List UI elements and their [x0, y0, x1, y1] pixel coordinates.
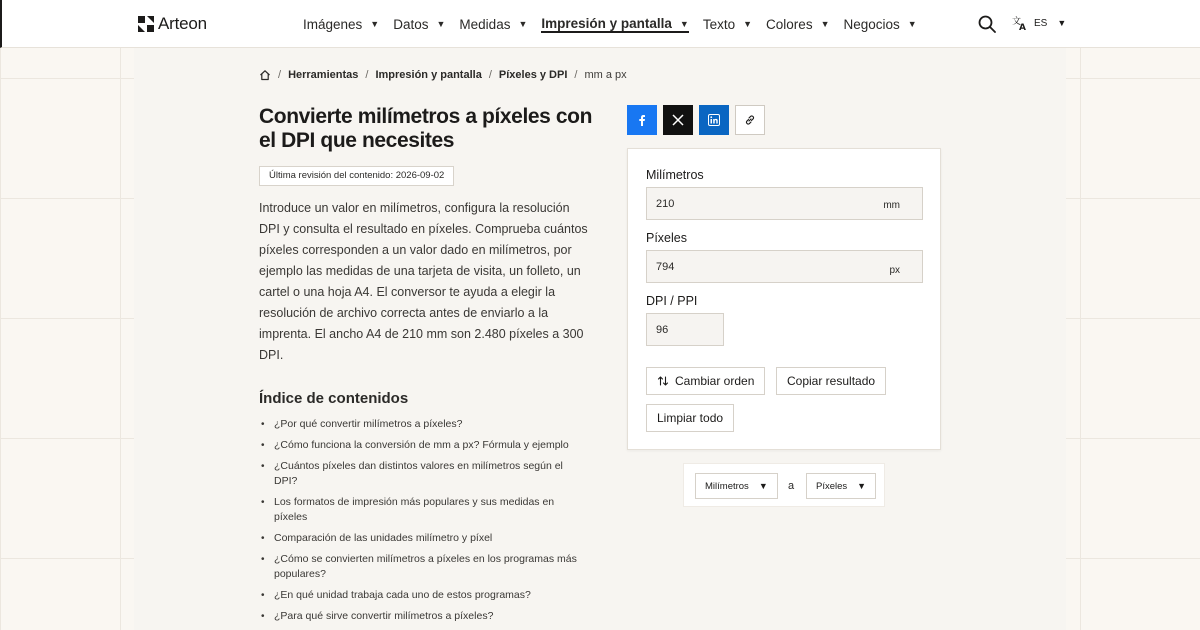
- nav-item-5[interactable]: [766, 16, 829, 33]
- px-input[interactable]: [646, 250, 923, 283]
- chevron-down-icon: ▼: [436, 19, 446, 29]
- copy-result-button[interactable]: [776, 367, 886, 395]
- toc-item[interactable]: • ¿Para qué sirve convertir milímetros a píxeles?: [259, 609, 589, 624]
- nav-item-label: Negocios: [843, 16, 900, 32]
- breadcrumb-item[interactable]: Impresión y pantalla: [375, 69, 482, 81]
- copy-result-label: Copiar resultado: [787, 374, 876, 388]
- intro-paragraph: Introduce un valor en milímetros, configura la resolución DPI y consulta el resultado en píxeles. Comprueba cuántos píxeles corresponden a un valor dado en milímetros, por ejemplo las medidas de una tarjeta de visita, un folleto, un cartel o una hoja A4. El conversor te ayuda a elegir la resolución de archivo correcta antes de enviarlo a la imprenta. El ancho A4 de 210 mm son 2.480 píxeles a 300 DPI.: [259, 201, 588, 362]
- share-facebook-button[interactable]: [627, 105, 657, 135]
- share-buttons: [627, 105, 765, 135]
- breadcrumb-separator: /: [365, 69, 369, 81]
- mm-value: 210: [656, 198, 675, 210]
- dpi-value: 96: [656, 324, 669, 336]
- clear-all-button[interactable]: [646, 404, 734, 432]
- toc-item[interactable]: • Comparación de las unidades milímetro y píxel: [259, 531, 589, 546]
- from-unit-select[interactable]: [695, 473, 778, 499]
- to-unit-select[interactable]: [806, 473, 876, 499]
- swap-icon: [657, 375, 669, 387]
- nav-item-1[interactable]: [393, 16, 445, 33]
- nav-item-0[interactable]: [303, 16, 379, 33]
- nav-item-label: Texto: [702, 16, 736, 32]
- from-unit-label: Milímetros: [705, 480, 749, 492]
- language-selector[interactable]: [1012, 15, 1066, 31]
- top-navbar: [0, 0, 1200, 48]
- chevron-down-icon: ▼: [679, 18, 689, 29]
- linkedin-icon: [708, 114, 720, 126]
- copy-link-button[interactable]: [735, 105, 765, 135]
- chevron-down-icon: ▼: [820, 19, 830, 29]
- nav-item-label: Colores: [766, 16, 813, 32]
- px-value: 794: [656, 261, 675, 273]
- mm-label: Milímetros: [646, 168, 704, 182]
- chevron-down-icon: ▼: [518, 19, 528, 29]
- px-unit: px: [889, 265, 900, 276]
- breadcrumb-item[interactable]: Píxeles y DPI: [498, 69, 568, 81]
- toc-item[interactable]: • Los formatos de impresión más populares y sus medidas en píxeles: [259, 495, 589, 525]
- breadcrumb-separator: /: [488, 69, 492, 81]
- logo[interactable]: [138, 14, 207, 34]
- share-linkedin-button[interactable]: [699, 105, 729, 135]
- page-title: Convierte milímetros a píxeles con el DPI que necesites: [259, 105, 593, 152]
- nav-item-label: Datos: [393, 16, 429, 32]
- logo-text: Arteon: [158, 14, 207, 33]
- table-of-contents: [259, 417, 589, 630]
- swap-button-label: Cambiar orden: [675, 374, 755, 388]
- breadcrumb-item[interactable]: Herramientas: [288, 69, 359, 81]
- dpi-input[interactable]: [646, 313, 724, 346]
- svg-text:文: 文: [1012, 17, 1022, 27]
- dpi-label: DPI / PPI: [646, 294, 698, 308]
- nav-item-label: Imágenes: [303, 16, 363, 32]
- x-icon: [672, 114, 684, 126]
- chevron-down-icon: ▼: [1057, 18, 1067, 28]
- nav-item-label: Medidas: [459, 16, 511, 32]
- nav-item-3[interactable]: [541, 16, 688, 33]
- chevron-down-icon: ▼: [743, 19, 753, 29]
- breadcrumb-separator: /: [278, 69, 282, 81]
- toc-item[interactable]: • ¿Por qué convertir milímetros a píxeles?: [259, 417, 589, 432]
- toc-item[interactable]: • ¿Cómo se convierten milímetros a píxeles en los programas más populares?: [259, 552, 589, 582]
- logo-icon: [138, 16, 154, 32]
- facebook-icon: [636, 114, 648, 126]
- breadcrumb-separator: /: [574, 69, 578, 81]
- mm-input[interactable]: [646, 187, 923, 220]
- chevron-down-icon: ▼: [907, 19, 917, 29]
- nav-item-6[interactable]: [844, 16, 917, 33]
- unit-connector: a: [788, 480, 795, 492]
- main-nav: [303, 16, 931, 33]
- link-icon: [744, 114, 756, 126]
- nav-item-label: Impresión y pantalla: [541, 16, 672, 31]
- chevron-down-icon: ▼: [758, 481, 768, 491]
- toc-item[interactable]: • ¿Cómo funciona la conversión de mm a px? Fórmula y ejemplo: [259, 438, 589, 453]
- revision-badge: Última revisión del contenido: 2026-09-02: [259, 166, 454, 186]
- toc-title: Índice de contenidos: [259, 390, 409, 407]
- to-unit-label: Píxeles: [816, 480, 848, 492]
- chevron-down-icon: ▼: [370, 19, 380, 29]
- breadcrumb-current: mm a px: [584, 69, 627, 81]
- nav-item-2[interactable]: [459, 16, 527, 33]
- breadcrumb: [259, 69, 627, 81]
- swap-button[interactable]: [646, 367, 765, 395]
- share-x-button[interactable]: [663, 105, 693, 135]
- toc-item[interactable]: • ¿En qué unidad trabaja cada uno de estos programas?: [259, 588, 589, 603]
- mm-unit: mm: [883, 200, 900, 211]
- svg-text:A: A: [1019, 23, 1026, 31]
- translate-icon: [1012, 15, 1028, 31]
- nav-item-4[interactable]: [703, 16, 752, 33]
- home-icon[interactable]: [259, 69, 271, 81]
- chevron-down-icon: ▼: [857, 481, 867, 491]
- search-icon[interactable]: [978, 15, 996, 33]
- px-label: Píxeles: [646, 231, 687, 245]
- clear-all-label: Limpiar todo: [657, 411, 724, 425]
- toc-item[interactable]: • ¿Cuántos píxeles dan distintos valores en milímetros según el DPI?: [259, 459, 589, 489]
- language-code: ES: [1034, 17, 1048, 29]
